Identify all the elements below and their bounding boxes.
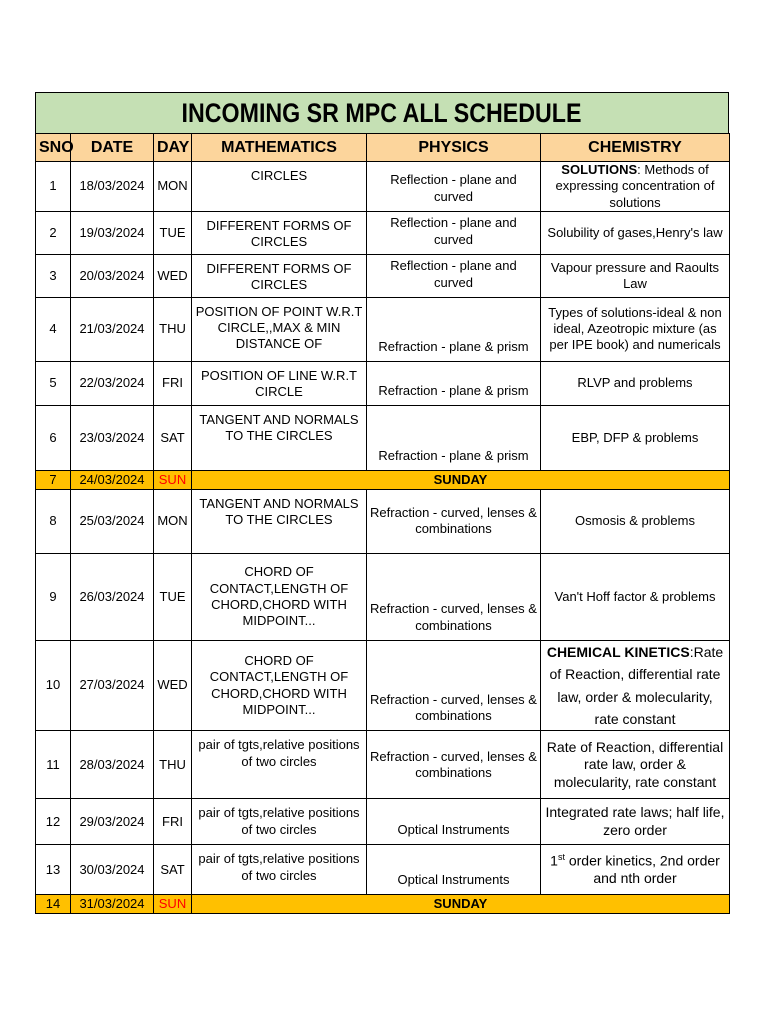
cell-day: WED [154, 640, 192, 731]
header-chemistry: CHEMISTRY [541, 134, 730, 162]
cell-mathematics: DIFFERENT FORMS OF CIRCLES [192, 254, 367, 297]
cell-chemistry: Integrated rate laws; half life, zero order [541, 799, 730, 845]
cell-day: MON [154, 489, 192, 553]
cell-chemistry [541, 162, 730, 212]
holiday-label: SUNDAY [192, 470, 730, 489]
cell-day: SUN [154, 470, 192, 489]
cell-date: 29/03/2024 [71, 799, 154, 845]
cell-date: 25/03/2024 [71, 489, 154, 553]
title-bar [35, 92, 729, 133]
holiday-label: SUNDAY [192, 895, 730, 914]
cell-chemistry: Types of solutions-ideal & non ideal, Azeotropic mixture (as per IPE book) and numericals [541, 297, 730, 361]
cell-mathematics: DIFFERENT FORMS OF CIRCLES [192, 211, 367, 254]
cell-physics: Refraction - curved, lenses & combinations [367, 553, 541, 640]
cell-day: TUE [154, 211, 192, 254]
cell-sno: 2 [36, 211, 71, 254]
header-physics: PHYSICS [367, 134, 541, 162]
cell-chemistry: Vapour pressure and Raoults Law [541, 254, 730, 297]
cell-date: 24/03/2024 [71, 470, 154, 489]
table-row [36, 254, 730, 297]
cell-date: 28/03/2024 [71, 731, 154, 799]
table-row [36, 489, 730, 553]
chem-topic-text: :Rate of Reaction, differential rate law, order & molecularity, rate constant [549, 643, 724, 727]
cell-physics: Refraction - curved, lenses & combinations [367, 731, 541, 799]
table-row [36, 162, 730, 212]
cell-date: 22/03/2024 [71, 361, 154, 405]
cell-day: SAT [154, 405, 192, 470]
cell-mathematics: TANGENT AND NORMALS TO THE CIRCLES [192, 405, 367, 470]
cell-mathematics: POSITION OF POINT W.R.T CIRCLE,,MAX & MIN DISTANCE OF [192, 297, 367, 361]
table-row [36, 211, 730, 254]
cell-chemistry: EBP, DFP & problems [541, 405, 730, 470]
cell-physics: Refraction - curved, lenses & combinations [367, 640, 541, 731]
cell-sno: 7 [36, 470, 71, 489]
cell-date: 31/03/2024 [71, 895, 154, 914]
cell-day: SUN [154, 895, 192, 914]
table-row [36, 361, 730, 405]
cell-physics: Refraction - plane & prism [367, 297, 541, 361]
cell-date: 20/03/2024 [71, 254, 154, 297]
cell-sno: 4 [36, 297, 71, 361]
header-day: DAY [154, 134, 192, 162]
cell-date: 23/03/2024 [71, 405, 154, 470]
cell-physics: Refraction - plane & prism [367, 361, 541, 405]
header-date: DATE [71, 134, 154, 162]
cell-chemistry: Osmosis & problems [541, 489, 730, 553]
table-row [36, 731, 730, 799]
cell-sno: 12 [36, 799, 71, 845]
cell-day: WED [154, 254, 192, 297]
holiday-row [36, 470, 730, 489]
cell-physics: Reflection - plane and curved [367, 254, 541, 297]
schedule-sheet [35, 92, 729, 914]
cell-date: 18/03/2024 [71, 162, 154, 212]
header-mathematics: MATHEMATICS [192, 134, 367, 162]
holiday-row [36, 895, 730, 914]
cell-sno: 10 [36, 640, 71, 731]
cell-physics: Reflection - plane and curved [367, 211, 541, 254]
cell-chemistry [541, 640, 730, 731]
cell-day: SAT [154, 845, 192, 895]
cell-day: THU [154, 297, 192, 361]
cell-date: 21/03/2024 [71, 297, 154, 361]
table-row [36, 799, 730, 845]
chem-ordinal-suffix: st [557, 851, 565, 862]
cell-physics: Refraction - curved, lenses & combinations [367, 489, 541, 553]
cell-mathematics: TANGENT AND NORMALS TO THE CIRCLES [192, 489, 367, 553]
cell-physics: Optical Instruments [367, 845, 541, 895]
cell-sno: 8 [36, 489, 71, 553]
table-row [36, 640, 730, 731]
cell-sno: 6 [36, 405, 71, 470]
schedule-table [35, 133, 730, 914]
cell-date: 27/03/2024 [71, 640, 154, 731]
cell-day: TUE [154, 553, 192, 640]
cell-physics: Reflection - plane and curved [367, 162, 541, 212]
cell-sno: 9 [36, 553, 71, 640]
header-sno: SNO [36, 134, 71, 162]
cell-chemistry: RLVP and problems [541, 361, 730, 405]
cell-mathematics: CHORD OF CONTACT,LENGTH OF CHORD,CHORD WITH MIDPOINT... [192, 640, 367, 731]
cell-sno: 1 [36, 162, 71, 212]
cell-chemistry [541, 845, 730, 895]
cell-day: FRI [154, 799, 192, 845]
cell-sno: 11 [36, 731, 71, 799]
cell-mathematics: POSITION OF LINE W.R.T CIRCLE [192, 361, 367, 405]
cell-physics: Optical Instruments [367, 799, 541, 845]
cell-chemistry: Van't Hoff factor & problems [541, 553, 730, 640]
chem-topic-text: order kinetics, 2nd order and nth order [564, 852, 720, 887]
chem-topic-text: : Methods of expressing concentration of solutions [555, 162, 715, 210]
cell-date: 30/03/2024 [71, 845, 154, 895]
cell-date: 19/03/2024 [71, 211, 154, 254]
cell-chemistry: Rate of Reaction, differential rate law, order & molecularity, rate constant [541, 731, 730, 799]
header-row [36, 134, 730, 162]
cell-sno: 14 [36, 895, 71, 914]
table-row [36, 553, 730, 640]
table-row [36, 405, 730, 470]
table-row [36, 297, 730, 361]
cell-mathematics: CHORD OF CONTACT,LENGTH OF CHORD,CHORD WITH MIDPOINT... [192, 553, 367, 640]
table-row [36, 845, 730, 895]
chem-topic-heading: SOLUTIONS [561, 162, 638, 177]
cell-mathematics: pair of tgts,relative positions of two circles [192, 731, 367, 799]
cell-day: MON [154, 162, 192, 212]
cell-sno: 13 [36, 845, 71, 895]
cell-day: THU [154, 731, 192, 799]
cell-mathematics: pair of tgts,relative positions of two circles [192, 799, 367, 845]
cell-physics: Refraction - plane & prism [367, 405, 541, 470]
cell-sno: 5 [36, 361, 71, 405]
page-title: INCOMING SR MPC ALL SCHEDULE [182, 97, 582, 128]
cell-mathematics: pair of tgts,relative positions of two circles [192, 845, 367, 895]
cell-chemistry: Solubility of gases,Henry's law [541, 211, 730, 254]
cell-mathematics: CIRCLES [192, 162, 367, 212]
cell-sno: 3 [36, 254, 71, 297]
cell-day: FRI [154, 361, 192, 405]
cell-date: 26/03/2024 [71, 553, 154, 640]
chem-topic-heading: CHEMICAL KINETICS [546, 643, 690, 660]
chem-ordinal-number: 1 [550, 852, 558, 869]
